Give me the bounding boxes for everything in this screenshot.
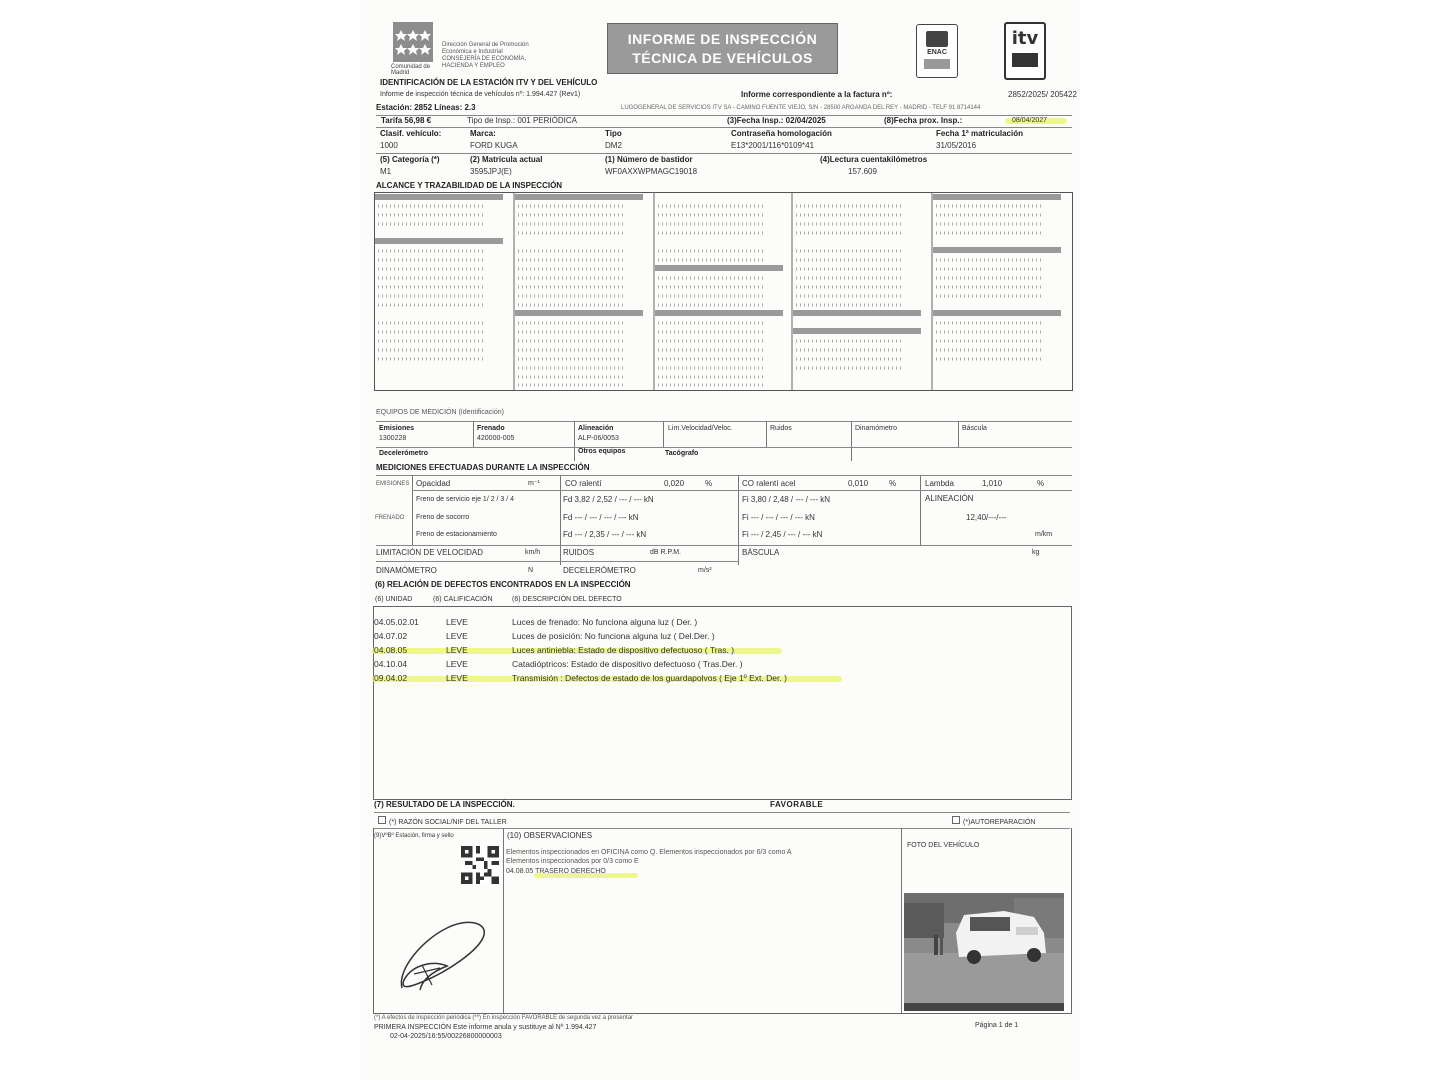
bascula-equip-label: Báscula: [962, 425, 987, 432]
autorep-checkbox: [952, 816, 960, 824]
observations-title: (10) OBSERVACIONES: [507, 831, 593, 840]
station-line: Estación: 2852 Líneas: 2.3: [376, 103, 476, 112]
homologation-label: Contraseña homologación: [731, 129, 832, 138]
defect-code: 09.04.02: [374, 673, 408, 683]
banner-line: INFORME DE INSPECCIÓN: [627, 31, 818, 47]
frenado-equip-value: 420000-005: [477, 435, 515, 442]
org-line: CONSEJERÍA DE ECONOMÍA,: [442, 56, 527, 62]
alineacion-unit: m/km: [1035, 531, 1053, 538]
homologation-value: E13*2001/116*0109*41: [731, 141, 815, 150]
company-address: LUGOGENERAL DE SERVICIOS ITV SA - CAMINO FUENTE VIEJO, S/N - 28500 ARGANDA DEL REY - MADRID - TELF 91 8714144: [621, 105, 981, 111]
observation-line: 04.08.05 TRASERO DERECHO: [506, 868, 606, 875]
first-reg-label: Fecha 1ª matriculación: [936, 129, 1023, 138]
page-number: Página 1 de 1: [975, 1022, 1019, 1029]
alineacion-label: ALINEACIÓN: [925, 494, 974, 503]
emisiones-group: EMISIONES: [376, 481, 410, 487]
decelerometro-unit: m/s²: [698, 567, 712, 574]
dinamometro-equip-label: Dinamómetro: [855, 425, 898, 432]
brand-value: FORD KUGA: [470, 141, 518, 150]
class-label: Clasif. vehículo:: [380, 129, 442, 138]
lambda-label: Lambda: [925, 479, 954, 488]
frenado-equip-label: Frenado: [477, 425, 505, 432]
dinamometro-label: DINAMÓMETRO: [376, 566, 437, 575]
invoice-label: Informe correspondiente a la factura nº:: [741, 90, 893, 99]
defect-grade: LEVE: [446, 631, 468, 641]
class-value: 1000: [380, 141, 398, 150]
co-ralenti-value: 0,020: [664, 479, 685, 488]
ruidos-units: dB R.P.M.: [650, 549, 681, 556]
equipment-title: EQUIPOS DE MEDICIÓN (Identificación): [376, 409, 504, 416]
category-value: M1: [380, 167, 392, 176]
defect-desc: Luces de frenado: No funciona alguna luz ( Der. ): [512, 617, 698, 627]
defect-grade: LEVE: [446, 659, 468, 669]
defects-col-desc: (6) DESCRIPCIÓN DEL DEFECTO: [512, 596, 622, 603]
otros-equip-label: Otros equipos: [578, 448, 626, 455]
stamp-label: (9)VºBº Estación, firma y sello: [374, 833, 454, 839]
ruidos-label: RUIDOS: [563, 548, 595, 557]
decelerometro-label: DECELERÓMETRO: [563, 566, 636, 575]
decelerometro-equip-label: Decelerómetro: [379, 450, 429, 457]
footer-first-inspection: PRIMERA INSPECCIÓN Este informe anula y sustituye al Nº 1.994.427: [374, 1024, 597, 1031]
observation-line: Elementos inspeccionados por 0/3 como E: [506, 858, 639, 865]
org-line: Dirección General de Promoción: [442, 42, 529, 48]
footer-timestamp: 02-04-2025/16:55/00226800000003: [390, 1033, 502, 1040]
plate-value: 3595JPJ(E): [470, 167, 512, 176]
tariff: Tarifa 56,98 €: [381, 116, 432, 125]
vin-value: WF0AXXWPMAGC19018: [605, 167, 698, 176]
identification-title: IDENTIFICACIÓN DE LA ESTACIÓN ITV Y DEL VEHÍCULO: [380, 78, 598, 87]
org-line: HACIENDA Y EMPLEO: [442, 63, 505, 69]
odometer-label: (4)Lectura cuentakilómetros: [820, 155, 928, 164]
tacografo-equip-label: Tacógrafo: [665, 450, 699, 457]
brand-label: Marca:: [470, 129, 496, 138]
co-ralenti-unit: %: [705, 479, 713, 488]
alineacion-value: 12,40/---/---: [966, 513, 1007, 522]
frenado-group: FRENADO: [375, 515, 405, 521]
scope-checklist-grid: [374, 192, 1074, 392]
autorep-label: [952, 816, 1035, 826]
org-lines: [442, 42, 529, 70]
freno-estac-label: Freno de estacionamiento: [416, 531, 497, 538]
defect-code: 04.10.04: [374, 659, 408, 669]
measurements-title: MEDICIONES EFECTUADAS DURANTE LA INSPECCIÓN: [376, 463, 590, 472]
next-inspection-label: (8)Fecha prox. Insp.:: [884, 116, 963, 125]
workshop-label: [378, 816, 507, 826]
freno-servicio-label: Freno de servicio eje 1/ 2 / 3 / 4: [416, 496, 515, 503]
lambda-unit: %: [1037, 479, 1045, 488]
co-ralenti-label: CO ralentí: [565, 479, 602, 488]
defects-col-class: (6) CALIFICACIÓN: [433, 596, 493, 603]
velocidad-equip-label: Lim.Velocidad/Veloc.: [668, 425, 733, 432]
dinamometro-unit: N: [528, 567, 534, 574]
defect-desc: Luces de posición: No funciona alguna luz ( Del.Der. ): [512, 631, 715, 641]
alineacion-equip-label: Alineación: [578, 425, 614, 432]
next-inspection-value: 08/04/2027: [1012, 117, 1048, 124]
odometer-value: 157.609: [848, 167, 877, 176]
enac-logo: [916, 24, 958, 78]
type-label: Tipo: [605, 129, 622, 138]
defects-box: [373, 606, 1072, 800]
invoice-value: 2852/2025/ 205422: [1008, 90, 1077, 99]
ruidos-equip-label: Ruidos: [770, 425, 792, 432]
defect-desc: Transmisión : Defectos de estado de los guardapolvos ( Eje 1º Ext. Der. ): [512, 673, 787, 683]
defect-grade: LEVE: [446, 617, 468, 627]
freno-socorro-label: Freno de socorro: [416, 514, 470, 521]
fi-servicio: Fi 3,80 / 2,48 / --- / --- kN: [742, 495, 831, 504]
emisiones-label: Emisiones: [379, 425, 415, 432]
itv-label: itv: [1011, 28, 1039, 49]
vin-label: (1) Número de bastidor: [605, 155, 693, 164]
lambda-value: 1,010: [982, 479, 1003, 488]
workshop-checkbox: [378, 816, 386, 824]
emisiones-value: 1300228: [379, 435, 407, 442]
inspection-date: (3)Fecha Insp.: 02/04/2025: [727, 116, 826, 125]
defects-title: (6) RELACIÓN DE DEFECTOS ENCONTRADOS EN LA INSPECCIÓN: [375, 580, 631, 589]
workshop-text: (*) RAZÓN SOCIAL/NIF DEL TALLER: [389, 819, 507, 826]
report-ref: Informe de inspección técnica de vehículos nº: 1.994.427 (Rev1): [380, 91, 581, 98]
scope-title: ALCANCE Y TRAZABILIDAD DE LA INSPECCIÓN: [376, 181, 563, 190]
fd-estac: Fd --- / 2,35 / --- / --- kN: [563, 530, 647, 539]
limitacion-label: LIMITACIÓN DE VELOCIDAD: [376, 548, 483, 557]
co-acel-value: 0,010: [848, 479, 869, 488]
defect-code: 04.07.02: [374, 631, 408, 641]
opacidad-unit: m⁻¹: [528, 480, 540, 487]
banner-line: TÉCNICA DE VEHÍCULOS: [632, 50, 813, 66]
bascula-unit: kg: [1032, 549, 1040, 556]
limitacion-unit: km/h: [525, 549, 541, 556]
result-value: FAVORABLE: [770, 800, 824, 809]
co-acel-unit: %: [889, 479, 897, 488]
defects-col-unit: (6) UNIDAD: [375, 596, 413, 603]
opacidad-label: Opacidad: [416, 479, 451, 488]
itv-logo: [1004, 22, 1046, 80]
report-title-banner: [607, 23, 838, 74]
observation-line: Elementos inspeccionados en OFICINA como Q. Elementos inspeccionados por 6/3 como A: [506, 849, 792, 856]
autorep-text: (*)AUTOREPARACIÓN: [963, 819, 1036, 826]
defect-grade: LEVE: [446, 673, 468, 683]
defect-desc: Luces antiniebla: Estado de dispositivo defectuoso ( Tras. ): [512, 645, 735, 655]
alineacion-equip-value: ALP-06/0053: [578, 435, 619, 442]
first-reg-value: 31/05/2016: [936, 141, 977, 150]
result-box: [373, 828, 1072, 1014]
defect-grade: LEVE: [446, 645, 468, 655]
bascula-label: BÁSCULA: [742, 548, 780, 557]
defect-code: 04.05.02.01: [374, 617, 419, 627]
result-title: (7) RESULTADO DE LA INSPECCIÓN.: [374, 800, 515, 809]
fd-socorro: Fd --- / --- / --- / --- kN: [563, 513, 639, 522]
photo-label: FOTO DEL VEHÍCULO: [907, 842, 980, 849]
org-line: Económica e Industrial: [442, 49, 503, 55]
org-region: Comunidad de Madrid: [391, 64, 431, 76]
enac-label: ENAC: [927, 49, 947, 56]
inspection-type: Tipo de Insp.: 001 PERIÓDICA: [467, 116, 577, 125]
co-acel-label: CO ralentí acel: [742, 479, 796, 488]
plate-label: (2) Matrícula actual: [470, 155, 543, 164]
type-value: DM2: [605, 141, 622, 150]
fi-estac: Fi --- / 2,45 / --- / --- kN: [742, 530, 823, 539]
category-label: (5) Categoría (*): [380, 155, 440, 164]
defect-code: 04.08.05: [374, 645, 408, 655]
footer-note: (*) A efectos de inspección periódica (**) En inspección FAVORABLE de segunda vez a presentar: [374, 1015, 634, 1021]
fi-socorro: Fi --- / --- / --- / --- kN: [742, 513, 815, 522]
defect-desc: Catadióptricos: Estado de dispositivo defectuoso ( Tras.Der. ): [512, 659, 743, 669]
fd-servicio: Fd 3,82 / 2,52 / --- / --- kN: [563, 495, 654, 504]
